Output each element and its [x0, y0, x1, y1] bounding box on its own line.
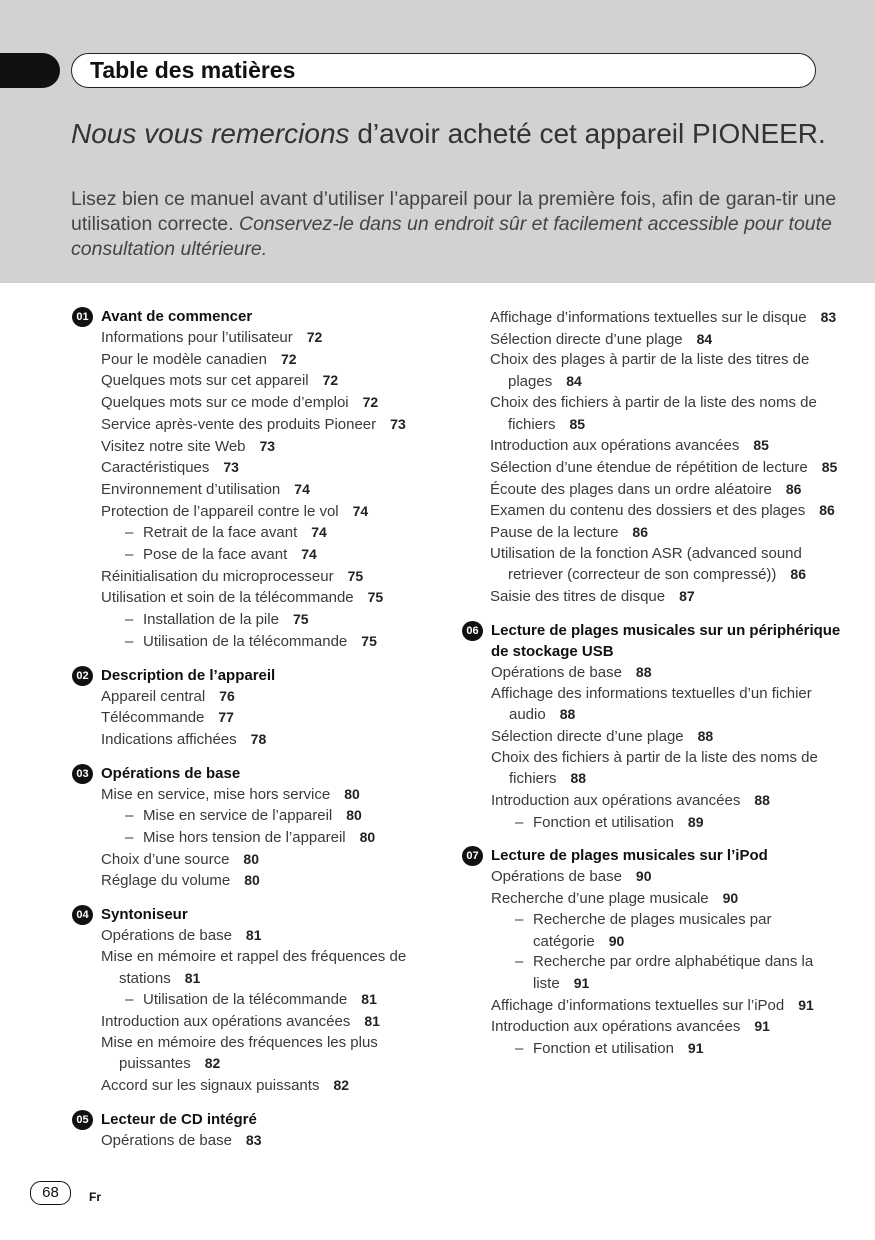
toc-entry-text: Saisie des titres de disque: [490, 588, 666, 606]
toc-page-number: 86: [632, 524, 648, 541]
toc-entry-text: Introduction aux opérations avancées: [491, 792, 741, 810]
toc-entry[interactable]: [72, 849, 452, 871]
toc-entry-text: Protection de l’appareil contre le vol: [101, 502, 339, 520]
toc-entry-text: Affichage d’informations textuelles sur le disque: [490, 309, 807, 326]
toc-subentry[interactable]: [462, 952, 842, 994]
toc-entry-text: Choix des plages à partir de la liste des titres de plages: [490, 351, 810, 391]
toc-entry[interactable]: [462, 544, 842, 586]
section-number-badge: 03: [72, 764, 93, 784]
toc-entry-text: Affichage d’informations textuelles sur l’iPod: [491, 996, 785, 1014]
section-title: Syntoniseur: [101, 906, 188, 924]
toc-section: [72, 904, 452, 1097]
toc-entry[interactable]: [462, 500, 842, 522]
toc-entry-text: Environnement d’utilisation: [101, 480, 281, 498]
toc-page-number: 84: [566, 373, 582, 390]
toc-entry-text: Opérations de base: [491, 663, 622, 681]
toc-entry-text: Sélection directe d’une plage: [491, 727, 684, 745]
toc-entry-text: Télécommande: [101, 709, 205, 727]
language-code: Fr: [89, 1190, 101, 1204]
toc-section: [72, 306, 452, 653]
toc-entry[interactable]: [462, 435, 842, 457]
toc-page-number: 74: [352, 502, 369, 519]
toc-entry[interactable]: [462, 329, 842, 351]
toc-page-number: 80: [359, 829, 376, 846]
toc-entry-text: Utilisation de la fonction ASR (advanced sound retriever (correcteur de son compressé)): [490, 544, 802, 584]
toc-page-number: 75: [347, 567, 364, 584]
toc-subentry[interactable]: [72, 989, 452, 1011]
toc-entry[interactable]: [462, 888, 842, 910]
toc-page-number: 84: [696, 330, 713, 347]
toc-section-heading[interactable]: [462, 845, 842, 866]
toc-entry-text: Appareil central: [101, 687, 206, 705]
section-title: Lecture de plages musicales sur l’iPod: [491, 847, 768, 865]
toc-entry-text: Recherche d’une plage musicale: [491, 890, 709, 908]
toc-page-number: 80: [243, 850, 259, 867]
toc-right-column: [462, 306, 842, 1072]
toc-subentry[interactable]: [72, 544, 452, 566]
toc-left-column: [72, 306, 452, 1164]
toc-entry-text: Pour le modèle canadien: [101, 350, 267, 368]
toc-page-number: 75: [361, 632, 377, 649]
toc-entry[interactable]: [462, 1016, 842, 1038]
toc-page-number: 74: [294, 480, 310, 497]
toc-page-number: 73: [223, 459, 239, 476]
toc-page-number: 88: [559, 706, 576, 723]
toc-entry[interactable]: [72, 479, 452, 501]
toc-entry-text: Informations pour l’utilisateur: [101, 329, 293, 346]
toc-entry[interactable]: [72, 729, 452, 751]
toc-section: [462, 620, 842, 834]
toc-section: [72, 665, 452, 751]
toc-entry[interactable]: [462, 522, 842, 544]
toc-entry-text: Choix d’une source: [101, 850, 230, 868]
toc-entry[interactable]: [72, 501, 452, 523]
toc-entry[interactable]: [72, 707, 452, 729]
toc-entry[interactable]: [462, 479, 842, 501]
toc-entry-text: Opérations de base: [101, 1131, 232, 1149]
toc-entry-text: Indications affichées: [101, 730, 237, 748]
header-band: [0, 0, 875, 283]
toc-page-number: 72: [362, 394, 379, 411]
toc-entry-text: Affichage des informations textuelles d’un fichier audio: [491, 684, 812, 724]
toc-entry[interactable]: [72, 587, 452, 609]
toc-page-number: 87: [679, 588, 695, 605]
toc-entry-text: Utilisation et soin de la télécommande: [101, 589, 354, 607]
toc-entry-text: Mise hors tension de l’appareil: [143, 829, 346, 847]
toc-entry[interactable]: [462, 350, 842, 392]
toc-page-number: 90: [608, 932, 625, 949]
toc-entry-text: Introduction aux opérations avancées: [101, 1012, 351, 1030]
toc-entry[interactable]: [462, 748, 842, 790]
toc-subentry[interactable]: [72, 522, 452, 544]
toc-entry-text: Réinitialisation du microprocesseur: [101, 567, 334, 585]
section-title: Lecteur de CD intégré: [101, 1110, 257, 1128]
toc-page-number: 74: [301, 546, 317, 563]
toc-entry[interactable]: [462, 307, 842, 329]
toc-page-number: 72: [306, 329, 323, 345]
toc-section-heading[interactable]: [72, 763, 452, 784]
toc-entry-text: Examen du contenu des dossiers et des plages: [490, 502, 806, 520]
toc-page-number: 90: [722, 890, 739, 907]
toc-page-number: 88: [635, 663, 652, 680]
toc-entry[interactable]: [462, 393, 842, 435]
toc-entry-text: Écoute des plages dans un ordre aléatoire: [490, 480, 772, 498]
toc-entry[interactable]: [72, 686, 452, 708]
toc-entry-text: Service après-vente des produits Pioneer: [101, 415, 377, 433]
toc-entry-text: Opérations de base: [101, 927, 232, 945]
section-tab-marker: [0, 53, 60, 88]
toc-page-number: 82: [333, 1077, 350, 1094]
toc-entry-text: Pause de la lecture: [490, 524, 619, 542]
section-number-badge: 04: [72, 905, 93, 925]
toc-page-number: 85: [569, 415, 586, 432]
toc-page-number: 73: [390, 415, 406, 432]
toc-entry-text: Fonction et utilisation: [533, 813, 674, 831]
intro-paragraph: [71, 187, 841, 262]
section-number-badge: 05: [72, 1110, 93, 1130]
toc-page-number: 80: [346, 807, 362, 824]
toc-section-heading[interactable]: [72, 1109, 452, 1130]
toc-entry-text: Quelques mots sur ce mode d’emploi: [101, 394, 349, 412]
toc-entry[interactable]: [462, 790, 842, 812]
toc-entry-text: Mise en service, mise hors service: [101, 785, 331, 803]
toc-entry[interactable]: [72, 457, 452, 479]
toc-page-number: 91: [754, 1018, 770, 1035]
toc-subentry[interactable]: [462, 910, 842, 952]
toc-section: [72, 1109, 452, 1152]
toc-entry-text: Mise en mémoire des fréquences les plus puissantes: [101, 1033, 378, 1073]
toc-entry[interactable]: [72, 392, 452, 414]
toc-subentry[interactable]: [72, 805, 452, 827]
toc-entry[interactable]: [72, 784, 452, 806]
toc-entry-text: Fonction et utilisation: [533, 1040, 674, 1058]
toc-entry[interactable]: [462, 662, 842, 684]
intro-heading-rest: d’avoir acheté cet appareil PIONEER.: [349, 118, 826, 149]
toc-page-number: 86: [790, 566, 806, 583]
toc-page-number: 72: [280, 350, 297, 367]
toc-page-number: 81: [364, 1012, 380, 1029]
toc-page-number: 72: [322, 372, 339, 389]
toc-page-number: 75: [292, 611, 309, 628]
toc-page-number: 85: [821, 458, 838, 475]
toc-page-number: 88: [697, 727, 714, 744]
toc-section: [462, 845, 842, 1059]
title-bar: [71, 53, 816, 88]
toc-page-number: 83: [820, 309, 837, 325]
intro-heading-italic: Nous vous remercions: [71, 118, 350, 149]
toc-page-number: 86: [819, 502, 835, 519]
toc-page-number: 89: [687, 813, 704, 830]
toc-page-number: 76: [219, 687, 235, 704]
toc-entry-text: Réglage du volume: [101, 872, 231, 890]
toc-entry-text: Utilisation de la télécommande: [143, 632, 348, 650]
toc-subentry[interactable]: [72, 827, 452, 849]
toc-page-number: 81: [245, 927, 262, 944]
toc-entry-text: Introduction aux opérations avancées: [490, 437, 740, 455]
toc-page-number: 86: [785, 480, 802, 497]
toc-entry-text: Introduction aux opérations avancées: [491, 1018, 741, 1036]
toc-entry[interactable]: [72, 349, 452, 371]
toc-page-number: 75: [367, 589, 384, 606]
section-title: Avant de commencer: [101, 308, 253, 325]
page-number: 68: [30, 1181, 71, 1205]
page-title: Table des matières: [90, 57, 296, 83]
toc-entry[interactable]: [72, 436, 452, 458]
toc-entry[interactable]: [462, 586, 842, 608]
toc-entry[interactable]: [462, 684, 842, 726]
toc-entry[interactable]: [72, 870, 452, 892]
toc-entry[interactable]: [72, 414, 452, 436]
toc-entry-text: Installation de la pile: [143, 611, 279, 629]
intro-paragraph-italic: Conservez-le dans un endroit sûr et facilement accessible pour toute consultation ultérieure.: [71, 213, 832, 260]
toc-entry-text: Sélection directe d’une plage: [490, 330, 683, 348]
toc-page-number: 88: [570, 770, 587, 787]
toc-entry[interactable]: [72, 566, 452, 588]
toc-section: [72, 763, 452, 893]
toc-entry[interactable]: [72, 370, 452, 392]
toc-entry-text: Pose de la face avant: [143, 546, 288, 564]
section-title: Opérations de base: [101, 764, 241, 782]
toc-page-number: 78: [250, 730, 267, 747]
toc-page-number: 80: [244, 872, 260, 889]
toc-entry-text: Visitez notre site Web: [101, 437, 246, 455]
section-number-badge: 01: [72, 307, 93, 327]
toc-page-number: 85: [753, 437, 769, 454]
toc-subentry[interactable]: [72, 609, 452, 631]
toc-section-heading[interactable]: [72, 904, 452, 925]
toc-page-number: 88: [754, 792, 770, 809]
toc-entry-text: Sélection d’une étendue de répétition de lecture: [490, 458, 808, 476]
toc-entry-text: Recherche de plages musicales par catégorie: [533, 910, 772, 950]
toc-entry-text: Retrait de la face avant: [143, 524, 298, 542]
toc-entry[interactable]: [72, 1075, 452, 1097]
toc-entry[interactable]: [72, 1011, 452, 1033]
toc-entry-text: Opérations de base: [491, 868, 622, 886]
toc-entry[interactable]: [72, 327, 452, 349]
toc-page-number: 91: [573, 974, 590, 991]
toc-subentry[interactable]: [462, 1038, 842, 1060]
toc-page-number: 91: [798, 996, 814, 1013]
toc-entry-text: Utilisation de la télécommande: [143, 991, 348, 1009]
toc-section-heading[interactable]: [72, 665, 452, 686]
toc-entry-text: Mise en mémoire et rappel des fréquences de stations: [101, 947, 407, 987]
toc-entry-text: Recherche par ordre alphabétique dans la liste: [533, 953, 814, 992]
intro-heading: [71, 118, 831, 149]
toc-subentry[interactable]: [72, 631, 452, 653]
toc-entry[interactable]: [72, 1033, 452, 1075]
toc-entry-text: Caractéristiques: [101, 459, 210, 477]
section-title: Lecture de plages musicales sur un périphérique de stockage USB: [491, 621, 841, 660]
section-number-badge: 06: [462, 621, 483, 641]
toc-section-heading[interactable]: [462, 620, 842, 662]
toc-entry-text: Mise en service de l’appareil: [143, 807, 333, 825]
toc-page-number: 90: [635, 868, 652, 885]
intro-paragraph-normal: Lisez bien ce manuel avant d’utiliser l’appareil pour la première fois, afin de garan-tir une utilisation correcte.: [71, 188, 837, 235]
toc-page-number: 74: [311, 524, 327, 541]
toc-page-number: 81: [361, 991, 377, 1008]
section-number-badge: 07: [462, 846, 483, 866]
toc-entry[interactable]: [462, 866, 842, 888]
toc-entry-text: Choix des fichiers à partir de la liste des noms de fichiers: [491, 748, 818, 788]
toc-section-heading[interactable]: [72, 306, 452, 327]
toc-entry[interactable]: [462, 995, 842, 1017]
toc-page-number: 83: [245, 1131, 262, 1148]
toc-page-number: 77: [218, 709, 234, 726]
section-title: Description de l’appareil: [101, 666, 276, 684]
toc-entry[interactable]: [72, 947, 452, 989]
toc-page-number: 91: [687, 1040, 704, 1057]
toc-entry-text: Accord sur les signaux puissants: [101, 1077, 320, 1095]
toc-section-continuation: [462, 307, 842, 608]
toc-entry[interactable]: [72, 925, 452, 947]
toc-entry-text: Choix des fichiers à partir de la liste des noms de fichiers: [490, 393, 817, 433]
toc-entry[interactable]: [72, 1130, 452, 1152]
toc-subentry[interactable]: [462, 812, 842, 834]
toc-page-number: 80: [344, 785, 360, 802]
toc-entry[interactable]: [462, 726, 842, 748]
section-number-badge: 02: [72, 666, 93, 686]
toc-page-number: 73: [259, 437, 276, 454]
toc-page-number: 82: [204, 1055, 221, 1072]
toc-page-number: 81: [184, 969, 201, 986]
toc-entry[interactable]: [462, 457, 842, 479]
toc-entry-text: Quelques mots sur cet appareil: [101, 372, 309, 390]
